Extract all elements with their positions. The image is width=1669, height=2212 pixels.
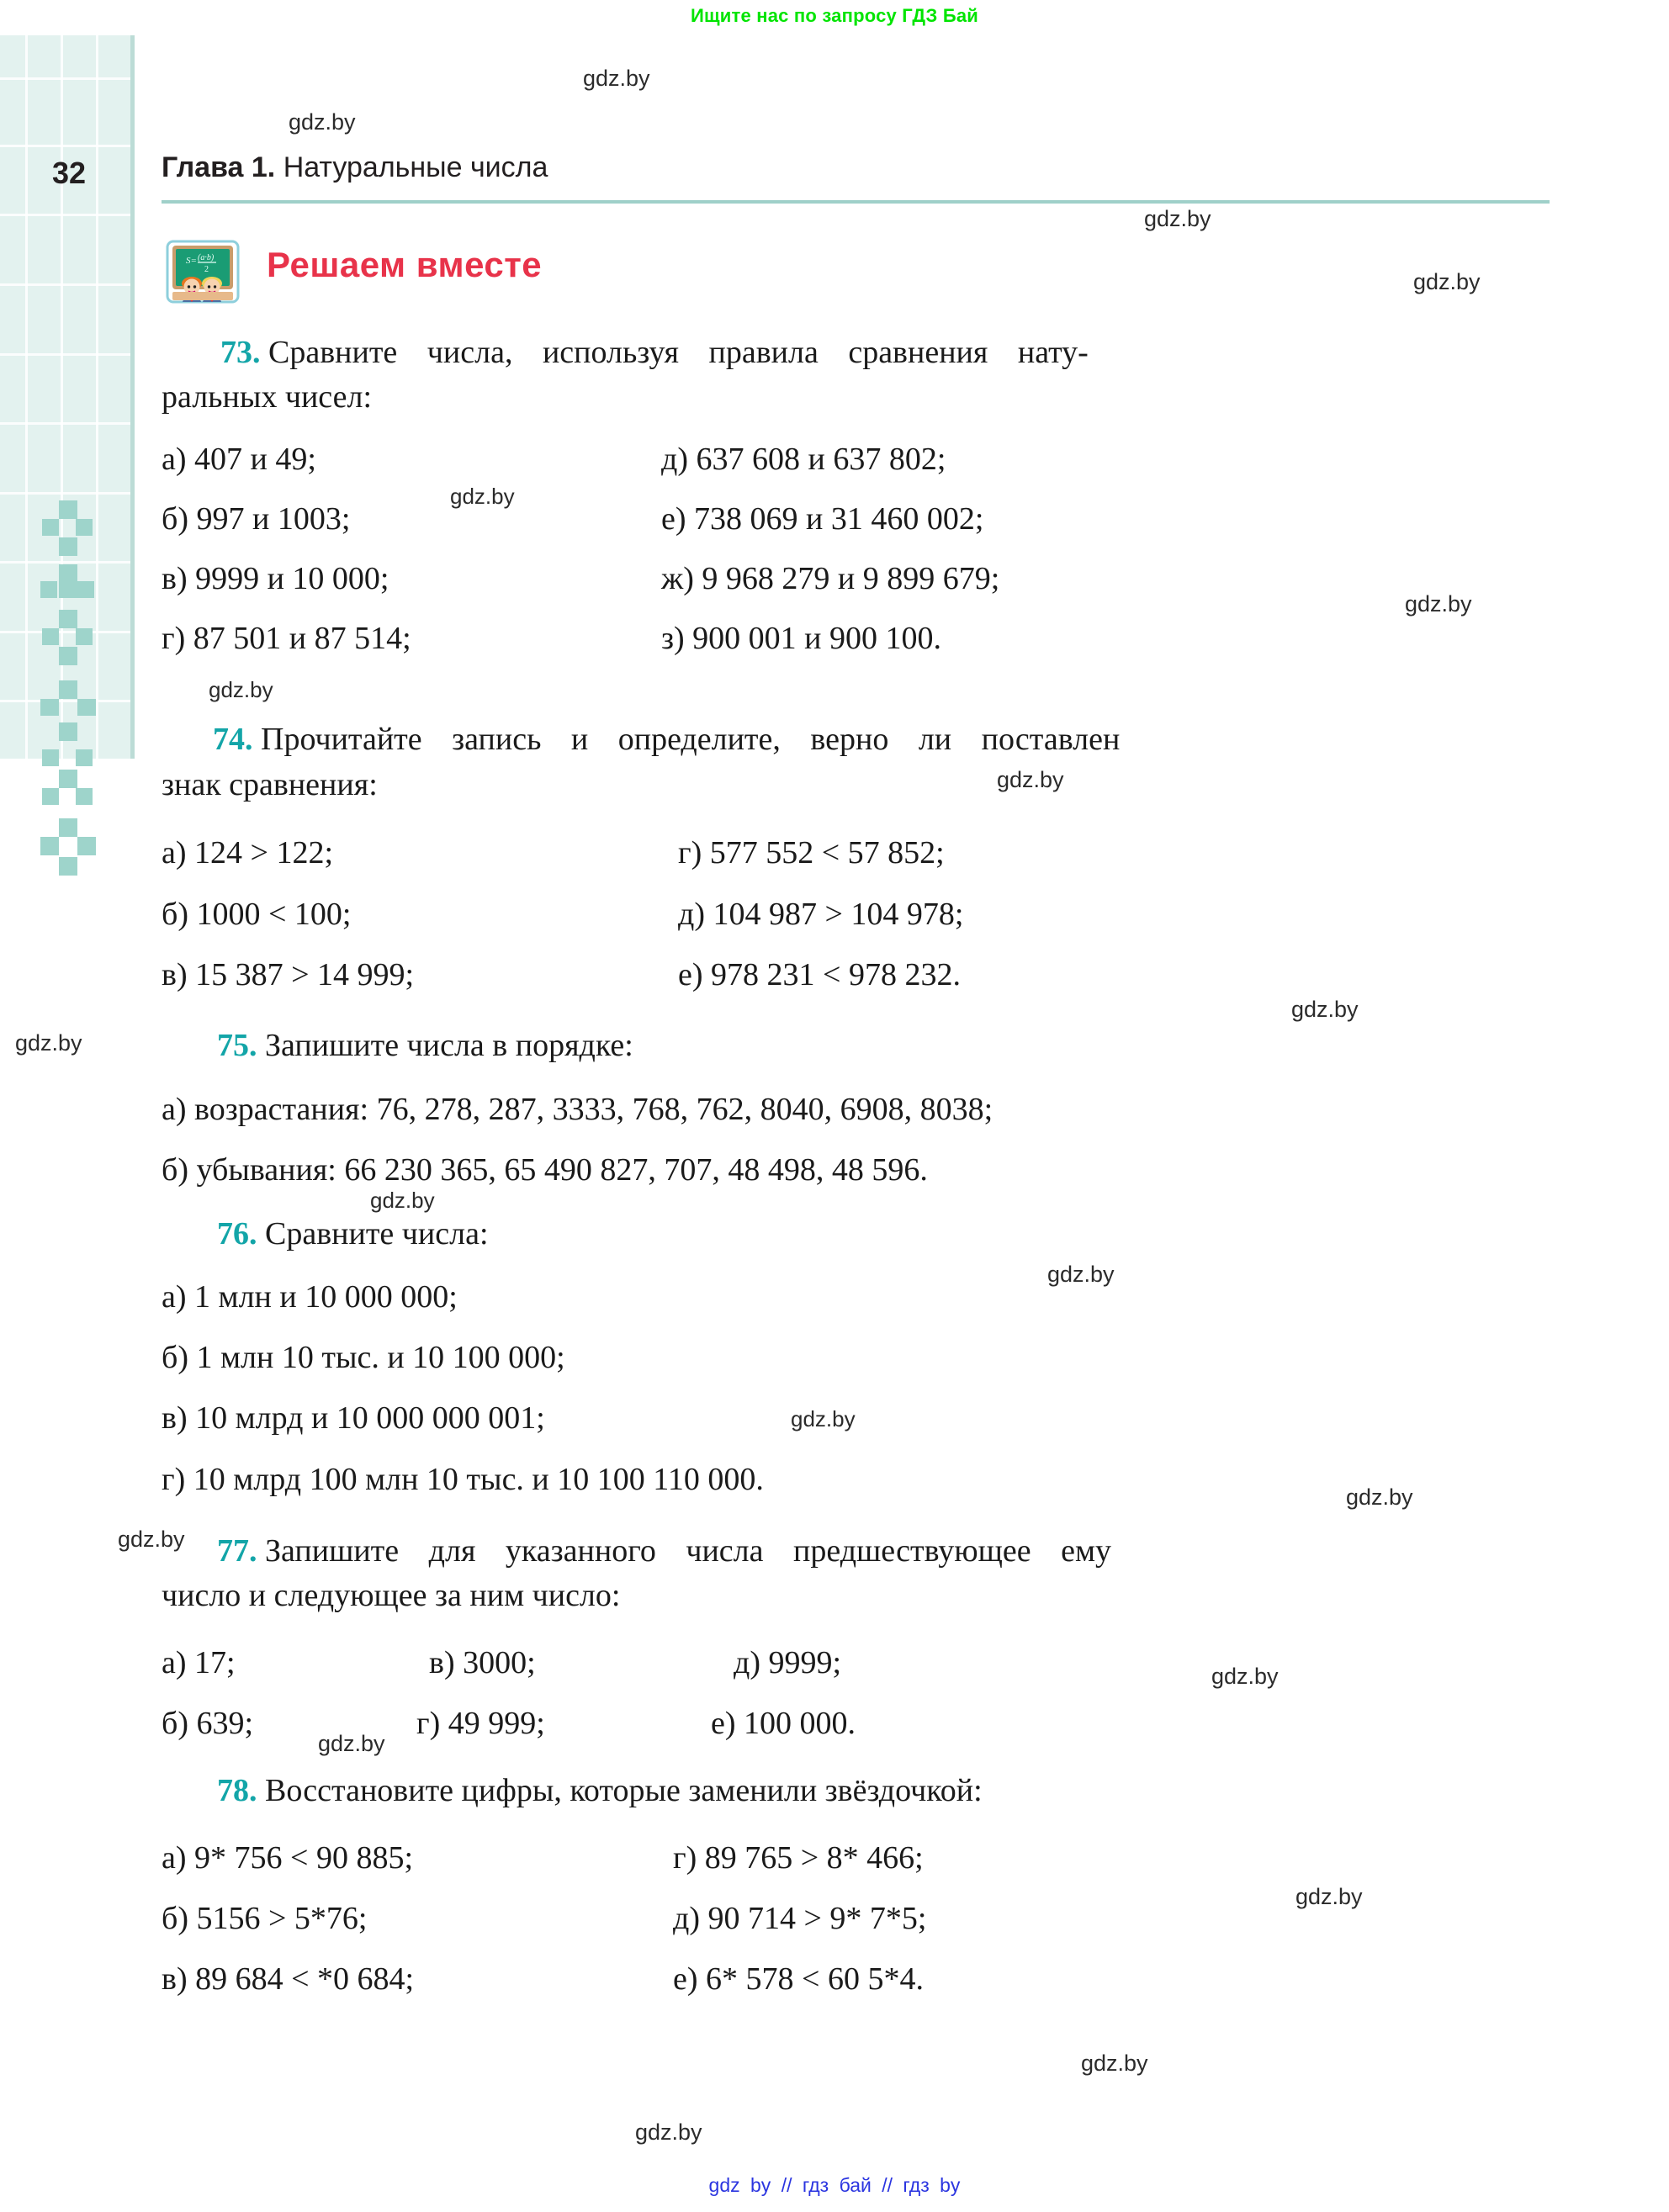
exercise-73-item-b: б) 997 и 1003; <box>162 501 351 537</box>
watermark-5: gdz.by <box>1405 591 1472 617</box>
exercise-73-prompt-line2: ральных чисел: <box>162 379 373 415</box>
exercise-77-item-b: б) 639; <box>162 1706 254 1741</box>
exercise-73-item-z: з) 900 001 и 900 100. <box>661 621 942 656</box>
watermark-7: gdz.by <box>997 767 1064 792</box>
watermark-19: gdz.by <box>635 2119 702 2145</box>
watermark-9: gdz.by <box>15 1030 82 1056</box>
exercise-73-item-zh: ж) 9 968 279 и 9 899 679; <box>661 561 1000 596</box>
watermark-14: gdz.by <box>118 1527 185 1552</box>
watermark-4: gdz.by <box>450 484 515 509</box>
exercise-73-number: 73. <box>220 335 261 370</box>
exercise-78-item-e: е) 6* 578 < 60 5*4. <box>673 1961 924 1997</box>
exercise-75-number: 75. <box>217 1028 257 1063</box>
exercise-77-item-d: д) 9999; <box>734 1645 842 1680</box>
footer-links: gdz by // гдз бай // гдз by <box>708 2174 961 2196</box>
watermark-1: gdz.by <box>289 109 356 135</box>
ornament-pattern <box>39 500 96 887</box>
chalkboard-students-icon <box>166 240 240 307</box>
watermark-0: gdz.by <box>583 66 650 91</box>
exercise-78-item-v: в) 89 684 < *0 684; <box>162 1961 415 1997</box>
svg-text:2: 2 <box>204 265 209 274</box>
exercise-77-number: 77. <box>217 1533 257 1569</box>
section-header <box>166 240 1007 307</box>
exercise-74-prompt-line2: знак сравнения: <box>162 767 378 802</box>
watermark-18: gdz.by <box>1081 2051 1148 2076</box>
exercise-73-item-d: д) 637 608 и 637 802; <box>661 442 946 477</box>
exercise-78-item-g: г) 89 765 > 8* 466; <box>673 1840 924 1876</box>
exercise-73-item-v: в) 9999 и 10 000; <box>162 561 389 596</box>
exercise-74-item-a: а) 124 > 122; <box>162 835 334 871</box>
exercise-74-item-b: б) 1000 < 100; <box>162 897 352 932</box>
exercise-78-number: 78. <box>217 1773 257 1808</box>
exercise-76-prompt-line1: Сравните числа: <box>265 1216 489 1252</box>
chapter-title: Натуральные числа <box>283 151 548 183</box>
watermark-16: gdz.by <box>318 1731 385 1756</box>
exercise-76-item-a: а) 1 млн и 10 000 000; <box>162 1279 458 1315</box>
exercise-77-item-a: а) 17; <box>162 1645 236 1680</box>
exercise-78-heading <box>217 1775 983 1807</box>
section-title: Решаем вместе <box>267 245 543 284</box>
watermark-8: gdz.by <box>1291 997 1359 1022</box>
exercise-74-prompt-line1: Прочитайте запись и определите, верно ли поставлен <box>261 722 1121 757</box>
chapter-heading <box>162 151 548 184</box>
exercise-76-number: 76. <box>217 1216 257 1252</box>
exercise-76-item-b: б) 1 млн 10 тыс. и 10 100 000; <box>162 1340 565 1375</box>
exercise-78-item-d: д) 90 714 > 9* 7*5; <box>673 1901 927 1936</box>
exercise-74-item-e: е) 978 231 < 978 232. <box>678 957 961 992</box>
svg-text:S=: S= <box>186 256 197 266</box>
exercise-78-item-a: а) 9* 756 < 90 885; <box>162 1840 414 1876</box>
exercise-74-item-d: д) 104 987 > 104 978; <box>678 897 964 932</box>
watermark-10: gdz.by <box>370 1188 435 1213</box>
page-number: 32 <box>52 156 87 190</box>
exercise-73-item-a: а) 407 и 49; <box>162 442 316 477</box>
watermark-6: gdz.by <box>209 677 273 702</box>
watermark-15: gdz.by <box>1211 1664 1279 1689</box>
promo-banner: Ищите нас по запросу ГДЗ Бай <box>690 5 978 26</box>
exercise-75-heading <box>217 1029 633 1061</box>
exercise-76-item-g: г) 10 млрд 100 млн 10 тыс. и 10 100 110 000. <box>162 1462 764 1497</box>
header-rule <box>162 200 1550 204</box>
exercise-77-item-v: в) 3000; <box>429 1645 536 1680</box>
watermark-11: gdz.by <box>1047 1262 1115 1287</box>
exercise-74-number: 74. <box>213 722 253 757</box>
exercise-77-prompt-line2: число и следующее за ним число: <box>162 1578 621 1613</box>
exercise-73-heading <box>220 336 1089 368</box>
exercise-78-prompt-line1: Восстановите цифры, которые заменили звёздочкой: <box>265 1773 983 1808</box>
exercise-77-heading <box>217 1535 1111 1567</box>
exercise-73-item-e: е) 738 069 и 31 460 002; <box>661 501 984 537</box>
exercise-75-prompt-line1: Запишите числа в порядке: <box>265 1028 633 1063</box>
exercise-77-item-e: е) 100 000. <box>711 1706 856 1741</box>
watermark-17: gdz.by <box>1295 1884 1363 1909</box>
watermark-12: gdz.by <box>791 1406 856 1431</box>
exercise-76-heading <box>217 1218 489 1250</box>
chapter-label: Глава 1. <box>162 151 276 183</box>
exercise-75-item-b: б) убывания: 66 230 365, 65 490 827, 707, 48 498, 48 596. <box>162 1152 928 1188</box>
exercise-73-item-g: г) 87 501 и 87 514; <box>162 621 411 656</box>
exercise-77-item-g: г) 49 999; <box>416 1706 545 1741</box>
watermark-13: gdz.by <box>1346 1484 1413 1510</box>
watermark-3: gdz.by <box>1413 269 1481 294</box>
exercise-74-item-g: г) 577 552 < 57 852; <box>678 835 945 871</box>
exercise-74-heading <box>213 723 1120 755</box>
exercise-75-item-a: а) возрастания: 76, 278, 287, 3333, 768, 762, 8040, 6908, 8038; <box>162 1092 993 1127</box>
watermark-2: gdz.by <box>1144 206 1211 231</box>
exercise-76-item-v: в) 10 млрд и 10 000 000 001; <box>162 1400 545 1436</box>
svg-text:(a·b): (a·b) <box>198 253 215 262</box>
exercise-73-prompt-line1: Сравните числа, используя правила сравнения нату- <box>268 335 1089 370</box>
exercise-77-prompt-line1: Запишите для указанного числа предшествующее ему <box>265 1533 1112 1569</box>
exercise-78-item-b: б) 5156 > 5*76; <box>162 1901 368 1936</box>
exercise-74-item-v: в) 15 387 > 14 999; <box>162 957 415 992</box>
